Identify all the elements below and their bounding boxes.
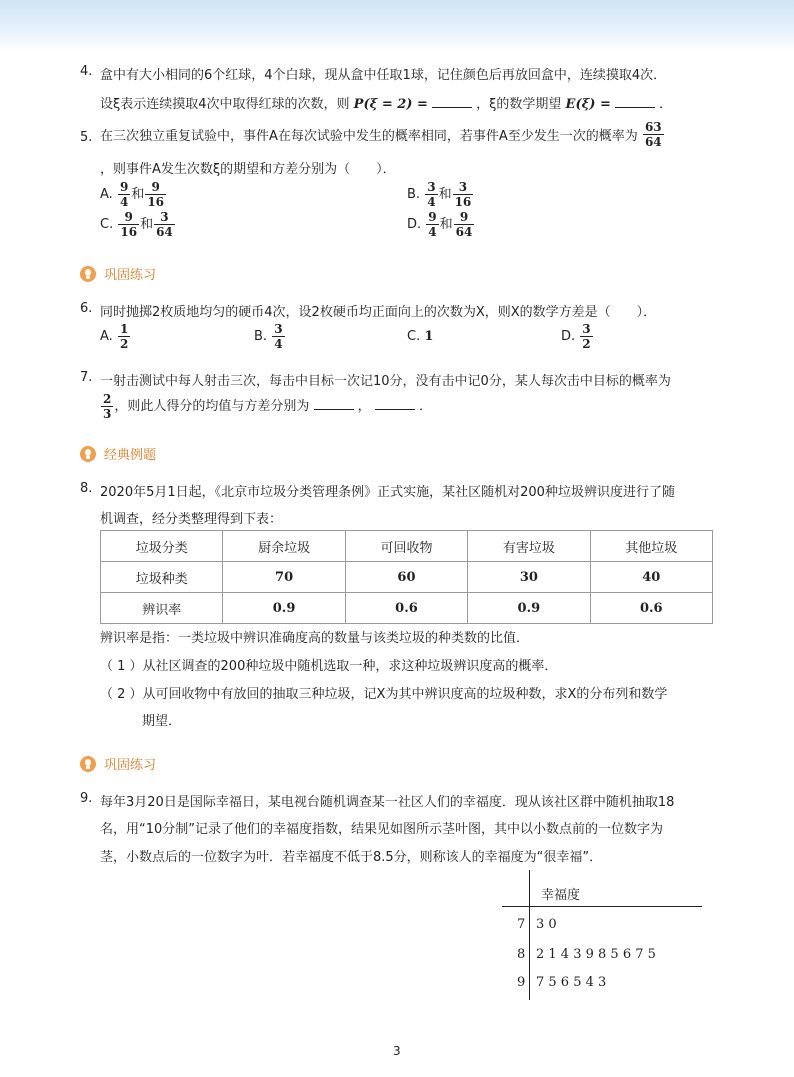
note-text: 辨识率是指：一类垃圾中辨识准确度高的数量与该类垃圾的种类数的比值．	[100, 631, 530, 646]
lightbulb-icon	[80, 446, 96, 462]
question-text: ，则事件A发生次数ξ的期望和方差分别为（ ）．	[100, 162, 396, 177]
section-title: 巩固练习	[104, 268, 157, 283]
table-header-cell: 有害垃圾	[468, 531, 590, 562]
section-header	[80, 754, 156, 773]
table-row	[101, 562, 713, 593]
option-d: D. $\frac{3}{2}$	[561, 322, 591, 351]
question-text: ，ξ的数学期望	[476, 97, 562, 112]
question-text: 每年3月20日是国际幸福日，某电视台随机调查某一社区人们的幸福度．现从该社区群中随机抽取18	[100, 795, 675, 810]
stem-value: 8	[517, 947, 526, 962]
math-expression: P(ξ = 2) =	[353, 97, 428, 112]
stem-value: 9	[517, 975, 526, 990]
question-number: 8.	[80, 481, 93, 496]
lightbulb-icon	[80, 756, 96, 772]
header-band	[0, 0, 794, 52]
table-header-row	[101, 531, 713, 562]
sub-question-1: （ 1 ）从社区调查的200种垃圾中随机选取一种，求这种垃圾辨识度高的概率．	[100, 659, 558, 674]
section-title: 巩固练习	[104, 758, 157, 773]
question-text: 名，用“10分制”记录了他们的幸福度指数，结果见如图所示茎叶图，其中以小数点前的一位数字为	[100, 822, 664, 837]
table-cell: 30	[468, 562, 590, 593]
question-number: 5.	[80, 130, 93, 145]
stem-header-rule	[502, 906, 702, 907]
table-cell: 70	[223, 562, 345, 593]
page-number: 3	[393, 1044, 401, 1058]
question-text-line	[100, 93, 672, 112]
question-number: 6.	[80, 301, 93, 316]
table-cell: 0.9	[468, 593, 590, 624]
table-row	[101, 593, 713, 624]
option-c: C. $\frac{9}{16}$ 和 $\frac{3}{64}$	[100, 210, 173, 239]
section-title: 经典例题	[104, 448, 157, 463]
question-text: 一射击测试中每人射击三次，每击中目标一次记10分，没有击中记0分，某人每次击中目标的概率为	[100, 374, 671, 389]
table-header-cell: 厨余垃圾	[223, 531, 345, 562]
section-header	[80, 264, 156, 283]
option-d: D. $\frac{9}{4}$ 和 $\frac{9}{64}$	[407, 210, 473, 239]
question-text: 在三次独立重复试验中，事件A在每次试验中发生的概率相同，若事件A至少发生一次的概率为	[100, 129, 638, 144]
table-cell: 垃圾种类	[101, 562, 223, 593]
stem-divider	[529, 870, 530, 1000]
option-b: B. $\frac{3}{4}$	[254, 322, 283, 351]
question-text: 茎，小数点后的一位数字为叶．若幸福度不低于8.5分，则称该人的幸福度为“很幸福”．	[100, 850, 603, 865]
math-expression: E(ξ) =	[565, 97, 611, 112]
fraction: $\frac{63}{64}$	[644, 120, 662, 149]
question-text: 同时抛掷2枚质地均匀的硬币4次，设2枚硬币均正面向上的次数为X，则X的数学方差是（ ）．	[100, 305, 657, 320]
section-header	[80, 444, 156, 463]
table-cell: 0.9	[223, 593, 345, 624]
table-header-cell: 其他垃圾	[590, 531, 712, 562]
stem-plot-title: 幸福度	[541, 888, 581, 903]
table-cell: 40	[590, 562, 712, 593]
stem-value: 7	[517, 917, 526, 932]
question-end: ．	[659, 97, 673, 112]
answer-blank	[432, 95, 472, 108]
question-text: 机调查，经分类整理得到下表：	[100, 512, 283, 527]
table-cell: 60	[345, 562, 467, 593]
question-text: 盒中有大小相同的6个红球，4个白球，现从盒中任取1球，记住颜色后再放回盒中，连续摸取4次．	[100, 68, 667, 83]
option-c: C. 1	[407, 329, 434, 344]
leaf-values: 2 1 4 3 9 8 5 6 7 5	[536, 947, 656, 962]
answer-blank	[375, 397, 415, 410]
table-cell: 0.6	[345, 593, 467, 624]
leaf-values: 3 0	[536, 917, 557, 932]
question-text: 设ξ表示连续摸取4次中取得红球的次数，则	[100, 97, 350, 112]
answer-blank	[314, 397, 354, 410]
option-a: A. $\frac{9}{4}$ 和 $\frac{9}{16}$	[100, 180, 165, 209]
question-text-line	[100, 120, 665, 149]
table-header-cell: 可回收物	[345, 531, 467, 562]
question-number: 4.	[80, 64, 93, 79]
sub-question-2: （ 2 ）从可回收物中有放回的抽取三种垃圾，记X为其中辨识度高的垃圾种数，求X的分布列和数学	[100, 687, 668, 702]
option-b: B. $\frac{3}{4}$ 和 $\frac{3}{16}$	[407, 180, 472, 209]
table-cell: 0.6	[590, 593, 712, 624]
question-number: 9.	[80, 791, 93, 806]
question-text-line: $\frac{2}{3}$ ，则此人得分的均值与方差分别为 ， ．	[103, 392, 432, 421]
table-cell: 辨识率	[101, 593, 223, 624]
answer-blank	[615, 95, 655, 108]
option-a: A. $\frac{1}{2}$	[100, 322, 129, 351]
question-number: 7.	[80, 370, 93, 385]
sub-question-2-cont: 期望．	[142, 714, 182, 729]
fraction: $\frac{2}{3}$	[103, 392, 112, 421]
lightbulb-icon	[80, 266, 96, 282]
leaf-values: 7 5 6 5 4 3	[536, 975, 607, 990]
data-table	[100, 530, 713, 624]
question-text: 2020年5月1日起，《北京市垃圾分类管理条例》正式实施，某社区随机对200种垃圾辨识度进行了随	[100, 485, 675, 500]
table-header-cell: 垃圾分类	[101, 531, 223, 562]
